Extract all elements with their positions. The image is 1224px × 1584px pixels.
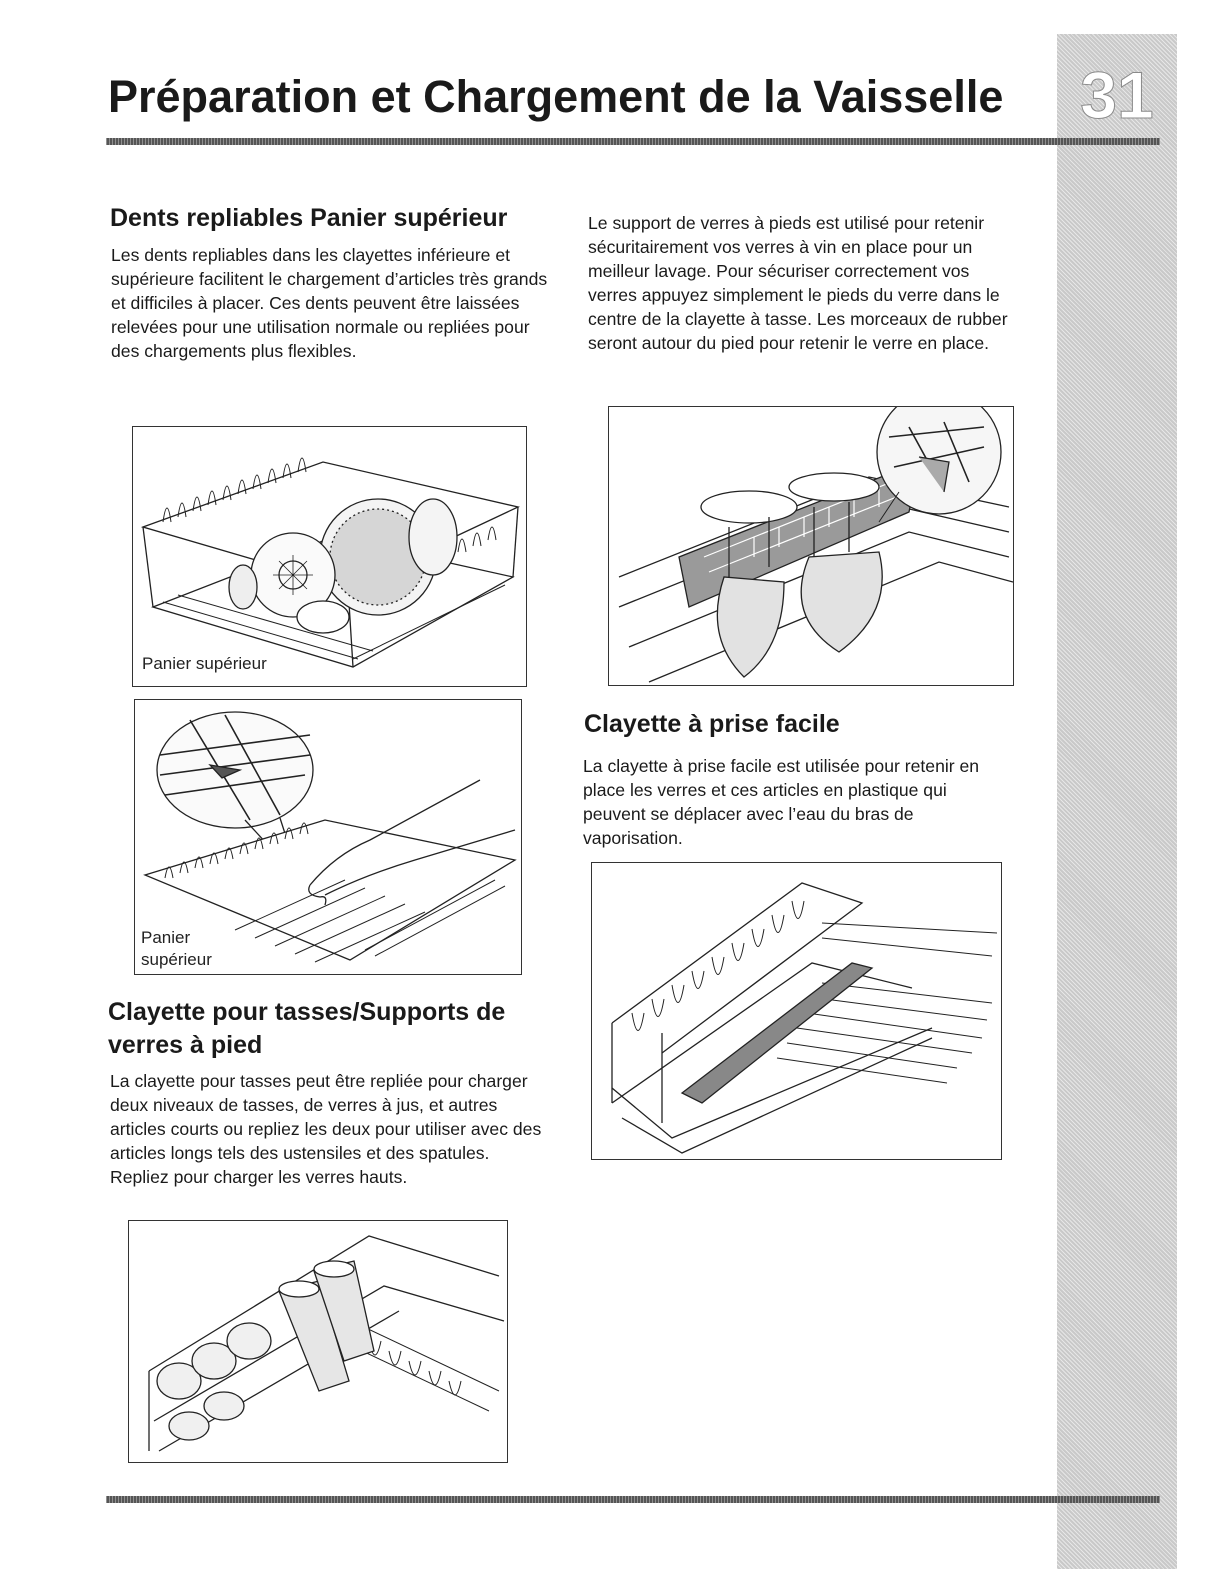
stemware-holder-illustration — [609, 407, 1013, 685]
top-rule — [106, 138, 1160, 145]
folding-tines-illustration — [135, 700, 521, 974]
figure-stemware-holder — [608, 406, 1014, 686]
figure-upper-rack — [132, 426, 527, 687]
section-heading-facile: Clayette à prise facile — [584, 710, 840, 738]
section-heading-tasses: Clayette pour tasses/Supports de verres à pied — [108, 998, 506, 1059]
section-body-tasses: La clayette pour tasses peut être repliée pour charger deux niveaux de tasses, de verres à jus, et autres articles courts ou repliez les deux pour utiliser avec des articles longs tels des ustensiles et des spatules. Repliez pour charger les verres hauts. — [110, 1071, 542, 1187]
figure-caption-line2: supérieur — [141, 950, 212, 969]
figure-easy-grip-rack — [591, 862, 1002, 1160]
section-body-facile: La clayette à prise facile est utilisée pour retenir en place les verres et ces articles en plastique qui peuvent se déplacer avec l’eau du bras de vaporisation. — [583, 756, 980, 848]
cup-shelf-illustration — [129, 1221, 507, 1462]
section-body-dents: Les dents repliables dans les clayettes inférieure et supérieure facilitent le chargement d’articles très grands et difficiles à placer. Ces dents peuvent être laissées relevées pour une utilisation normale ou repliées pour des chargements plus flexibles. — [111, 245, 548, 361]
figure-folding-tines — [134, 699, 522, 975]
page-title: Préparation et Chargement de la Vaisselle — [108, 71, 1004, 122]
easy-grip-rack-illustration — [592, 863, 1001, 1159]
figure-cup-shelf — [128, 1220, 508, 1463]
figure-caption-line1: Panier — [141, 928, 191, 947]
page-number: 31 — [1080, 58, 1154, 132]
upper-rack-illustration — [133, 427, 526, 686]
section-heading-dents: Dents repliables Panier supérieur — [110, 204, 508, 232]
bottom-rule — [106, 1496, 1160, 1503]
page-side-tab — [1057, 34, 1177, 1569]
section-body-support: Le support de verres à pieds est utilisé pour retenir sécuritairement vos verres à vin en place pour un meilleur lavage. Pour sécuriser correctement vos verres appuyez simplement le pieds du verre dans le centre de la clayette à tasse. Les morceaux de rubber seront autour du pied pour retenir le verre en place. — [588, 213, 1008, 353]
figure-caption: Panier supérieur — [142, 653, 267, 675]
